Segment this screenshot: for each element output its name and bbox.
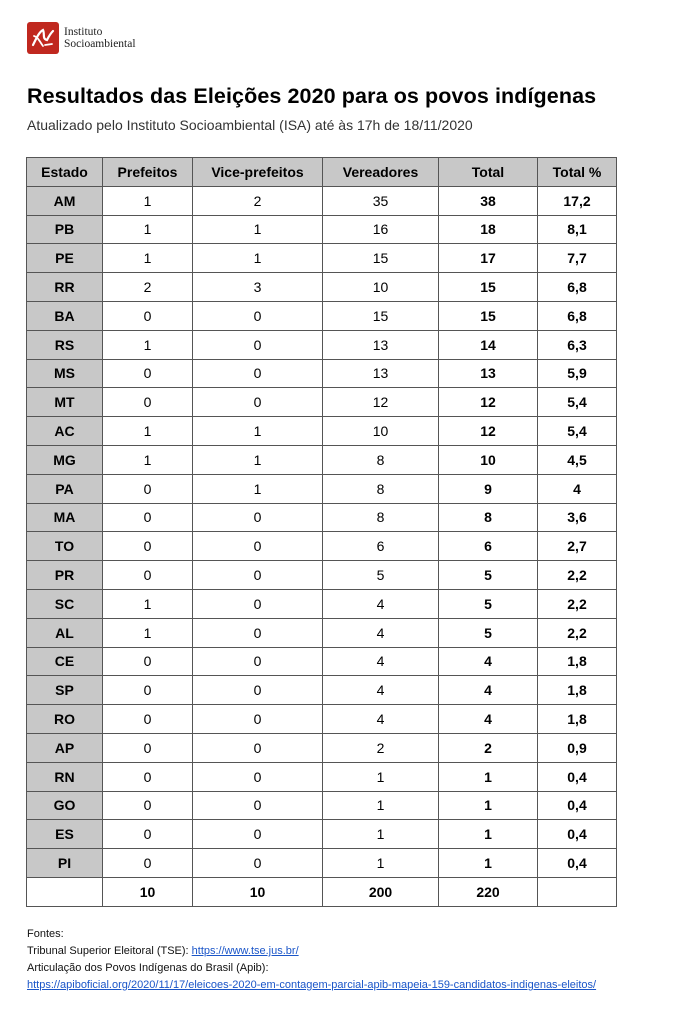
cell-total-percent: 1,8 bbox=[538, 705, 617, 734]
cell-vice-prefeitos: 2 bbox=[193, 186, 323, 215]
cell-total-percent: 0,4 bbox=[538, 762, 617, 791]
cell-estado: RS bbox=[27, 330, 103, 359]
cell-estado: AM bbox=[27, 186, 103, 215]
cell-estado: RR bbox=[27, 273, 103, 302]
cell-total: 10 bbox=[439, 445, 538, 474]
table-row bbox=[27, 618, 617, 647]
cell-total: 15 bbox=[439, 273, 538, 302]
page-title: Resultados das Eleições 2020 para os povos indígenas bbox=[27, 84, 597, 108]
cell-total: 4 bbox=[439, 647, 538, 676]
cell-prefeitos: 0 bbox=[103, 474, 193, 503]
cell-estado: SP bbox=[27, 676, 103, 705]
cell-total: 4 bbox=[439, 705, 538, 734]
cell-estado: PR bbox=[27, 561, 103, 590]
cell-total: 5 bbox=[439, 561, 538, 590]
cell-vereadores: 15 bbox=[323, 301, 439, 330]
cell-estado: AC bbox=[27, 417, 103, 446]
cell-vice-prefeitos: 1 bbox=[193, 474, 323, 503]
source-apib-link[interactable]: https://apiboficial.org/2020/11/17/eleicoes-2020-em-contagem-parcial-apib-mapeia-159-candidatos-indigenas-eleitos/ bbox=[27, 979, 597, 991]
cell-prefeitos: 1 bbox=[103, 244, 193, 273]
cell-vice-prefeitos: 0 bbox=[193, 705, 323, 734]
cell-total-percent: 8,1 bbox=[538, 215, 617, 244]
cell-total-percent: 7,7 bbox=[538, 244, 617, 273]
totals-vice-prefeitos: 10 bbox=[193, 877, 323, 906]
cell-total-percent: 0,9 bbox=[538, 733, 617, 762]
table-row bbox=[27, 561, 617, 590]
cell-total-percent: 2,2 bbox=[538, 561, 617, 590]
cell-vereadores: 15 bbox=[323, 244, 439, 273]
header-vereadores: Vereadores bbox=[323, 158, 439, 187]
cell-total-percent: 5,9 bbox=[538, 359, 617, 388]
table-header-row bbox=[27, 158, 617, 187]
cell-total: 15 bbox=[439, 301, 538, 330]
cell-estado: AL bbox=[27, 618, 103, 647]
cell-vereadores: 1 bbox=[323, 791, 439, 820]
cell-vice-prefeitos: 0 bbox=[193, 791, 323, 820]
cell-vice-prefeitos: 0 bbox=[193, 618, 323, 647]
cell-vice-prefeitos: 0 bbox=[193, 762, 323, 791]
cell-vice-prefeitos: 0 bbox=[193, 676, 323, 705]
table-row bbox=[27, 589, 617, 618]
cell-prefeitos: 0 bbox=[103, 676, 193, 705]
cell-prefeitos: 0 bbox=[103, 301, 193, 330]
cell-total: 4 bbox=[439, 676, 538, 705]
cell-total-percent: 4,5 bbox=[538, 445, 617, 474]
cell-vice-prefeitos: 3 bbox=[193, 273, 323, 302]
cell-prefeitos: 1 bbox=[103, 215, 193, 244]
cell-vice-prefeitos: 0 bbox=[193, 849, 323, 878]
cell-prefeitos: 1 bbox=[103, 618, 193, 647]
cell-total: 5 bbox=[439, 618, 538, 647]
cell-estado: MS bbox=[27, 359, 103, 388]
cell-total: 12 bbox=[439, 417, 538, 446]
cell-prefeitos: 0 bbox=[103, 503, 193, 532]
cell-total-percent: 5,4 bbox=[538, 388, 617, 417]
table-row bbox=[27, 791, 617, 820]
totals-row bbox=[27, 877, 617, 906]
cell-vereadores: 2 bbox=[323, 733, 439, 762]
cell-estado: RN bbox=[27, 762, 103, 791]
cell-estado: PI bbox=[27, 849, 103, 878]
results-table bbox=[26, 157, 617, 907]
totals-total-percent bbox=[538, 877, 617, 906]
table-row bbox=[27, 445, 617, 474]
cell-estado: BA bbox=[27, 301, 103, 330]
cell-vice-prefeitos: 0 bbox=[193, 561, 323, 590]
table-row bbox=[27, 532, 617, 561]
header-estado: Estado bbox=[27, 158, 103, 187]
cell-vice-prefeitos: 1 bbox=[193, 244, 323, 273]
header-total-percent: Total % bbox=[538, 158, 617, 187]
cell-vereadores: 4 bbox=[323, 647, 439, 676]
table-row bbox=[27, 388, 617, 417]
cell-estado: SC bbox=[27, 589, 103, 618]
cell-vereadores: 1 bbox=[323, 849, 439, 878]
table-row bbox=[27, 273, 617, 302]
cell-prefeitos: 0 bbox=[103, 820, 193, 849]
sources-heading: Fontes: bbox=[27, 928, 64, 940]
cell-total: 1 bbox=[439, 791, 538, 820]
table-row bbox=[27, 762, 617, 791]
cell-total-percent: 1,8 bbox=[538, 676, 617, 705]
cell-estado: RO bbox=[27, 705, 103, 734]
cell-vereadores: 4 bbox=[323, 705, 439, 734]
table-row bbox=[27, 820, 617, 849]
cell-vereadores: 16 bbox=[323, 215, 439, 244]
cell-total-percent: 6,8 bbox=[538, 301, 617, 330]
cell-prefeitos: 0 bbox=[103, 705, 193, 734]
table-row bbox=[27, 647, 617, 676]
cell-vice-prefeitos: 0 bbox=[193, 503, 323, 532]
cell-vereadores: 4 bbox=[323, 589, 439, 618]
isa-logo-text bbox=[64, 26, 136, 50]
source-tse bbox=[27, 943, 596, 960]
cell-vice-prefeitos: 0 bbox=[193, 301, 323, 330]
cell-total: 17 bbox=[439, 244, 538, 273]
cell-estado: CE bbox=[27, 647, 103, 676]
sources-section bbox=[27, 926, 596, 994]
table-row bbox=[27, 215, 617, 244]
cell-prefeitos: 0 bbox=[103, 647, 193, 676]
cell-vice-prefeitos: 0 bbox=[193, 388, 323, 417]
cell-vereadores: 35 bbox=[323, 186, 439, 215]
table-row bbox=[27, 244, 617, 273]
cell-vice-prefeitos: 0 bbox=[193, 733, 323, 762]
cell-total-percent: 6,3 bbox=[538, 330, 617, 359]
cell-total: 1 bbox=[439, 849, 538, 878]
cell-total-percent: 2,7 bbox=[538, 532, 617, 561]
isa-logo bbox=[27, 22, 136, 54]
table-row bbox=[27, 733, 617, 762]
cell-total: 13 bbox=[439, 359, 538, 388]
cell-vereadores: 13 bbox=[323, 330, 439, 359]
cell-prefeitos: 1 bbox=[103, 445, 193, 474]
cell-prefeitos: 0 bbox=[103, 791, 193, 820]
table-row bbox=[27, 849, 617, 878]
cell-total-percent: 1,8 bbox=[538, 647, 617, 676]
cell-vice-prefeitos: 0 bbox=[193, 359, 323, 388]
cell-total: 8 bbox=[439, 503, 538, 532]
cell-total-percent: 0,4 bbox=[538, 849, 617, 878]
cell-vice-prefeitos: 0 bbox=[193, 820, 323, 849]
cell-prefeitos: 1 bbox=[103, 186, 193, 215]
cell-vereadores: 5 bbox=[323, 561, 439, 590]
cell-vereadores: 8 bbox=[323, 445, 439, 474]
cell-estado: MT bbox=[27, 388, 103, 417]
table-row bbox=[27, 474, 617, 503]
cell-vice-prefeitos: 0 bbox=[193, 330, 323, 359]
cell-vereadores: 4 bbox=[323, 618, 439, 647]
cell-total-percent: 17,2 bbox=[538, 186, 617, 215]
cell-estado: GO bbox=[27, 791, 103, 820]
totals-prefeitos: 10 bbox=[103, 877, 193, 906]
cell-total: 18 bbox=[439, 215, 538, 244]
cell-estado: AP bbox=[27, 733, 103, 762]
cell-vereadores: 1 bbox=[323, 820, 439, 849]
cell-vereadores: 12 bbox=[323, 388, 439, 417]
cell-vereadores: 6 bbox=[323, 532, 439, 561]
cell-prefeitos: 1 bbox=[103, 589, 193, 618]
cell-prefeitos: 0 bbox=[103, 561, 193, 590]
table-row bbox=[27, 359, 617, 388]
cell-total: 6 bbox=[439, 532, 538, 561]
header-prefeitos: Prefeitos bbox=[103, 158, 193, 187]
cell-vereadores: 4 bbox=[323, 676, 439, 705]
cell-total-percent: 2,2 bbox=[538, 618, 617, 647]
cell-prefeitos: 1 bbox=[103, 417, 193, 446]
cell-vice-prefeitos: 0 bbox=[193, 647, 323, 676]
cell-prefeitos: 1 bbox=[103, 330, 193, 359]
cell-vereadores: 10 bbox=[323, 417, 439, 446]
cell-prefeitos: 0 bbox=[103, 532, 193, 561]
cell-total: 2 bbox=[439, 733, 538, 762]
cell-estado: MG bbox=[27, 445, 103, 474]
cell-total: 5 bbox=[439, 589, 538, 618]
cell-estado: PE bbox=[27, 244, 103, 273]
cell-vereadores: 8 bbox=[323, 503, 439, 532]
cell-total-percent: 0,4 bbox=[538, 820, 617, 849]
cell-prefeitos: 0 bbox=[103, 762, 193, 791]
table-row bbox=[27, 417, 617, 446]
cell-vice-prefeitos: 1 bbox=[193, 417, 323, 446]
cell-total: 1 bbox=[439, 820, 538, 849]
source-tse-link[interactable]: https://www.tse.jus.br/ bbox=[191, 945, 299, 957]
cell-vereadores: 1 bbox=[323, 762, 439, 791]
cell-total-percent: 4 bbox=[538, 474, 617, 503]
table-body bbox=[27, 186, 617, 877]
cell-prefeitos: 0 bbox=[103, 359, 193, 388]
table-row bbox=[27, 503, 617, 532]
cell-vice-prefeitos: 1 bbox=[193, 215, 323, 244]
cell-total: 1 bbox=[439, 762, 538, 791]
header-total: Total bbox=[439, 158, 538, 187]
cell-total: 12 bbox=[439, 388, 538, 417]
source-apib-label: Articulação dos Povos Indígenas do Brasil (Apib): bbox=[27, 962, 269, 974]
logo-line-1: Instituto bbox=[64, 26, 103, 38]
cell-estado: TO bbox=[27, 532, 103, 561]
cell-total: 38 bbox=[439, 186, 538, 215]
table-row bbox=[27, 676, 617, 705]
table-row bbox=[27, 186, 617, 215]
logo-line-2: Socioambiental bbox=[64, 38, 136, 50]
cell-prefeitos: 0 bbox=[103, 733, 193, 762]
cell-estado: ES bbox=[27, 820, 103, 849]
totals-vereadores: 200 bbox=[323, 877, 439, 906]
cell-estado: PA bbox=[27, 474, 103, 503]
cell-estado: MA bbox=[27, 503, 103, 532]
cell-prefeitos: 2 bbox=[103, 273, 193, 302]
cell-prefeitos: 0 bbox=[103, 388, 193, 417]
totals-label bbox=[27, 877, 103, 906]
cell-total-percent: 3,6 bbox=[538, 503, 617, 532]
header-vice-prefeitos: Vice-prefeitos bbox=[193, 158, 323, 187]
cell-vice-prefeitos: 0 bbox=[193, 532, 323, 561]
cell-total: 9 bbox=[439, 474, 538, 503]
cell-total: 14 bbox=[439, 330, 538, 359]
table-row bbox=[27, 330, 617, 359]
cell-prefeitos: 0 bbox=[103, 849, 193, 878]
cell-total-percent: 5,4 bbox=[538, 417, 617, 446]
source-tse-label: Tribunal Superior Eleitoral (TSE): bbox=[27, 945, 192, 957]
isa-logo-icon bbox=[27, 22, 59, 54]
cell-total-percent: 0,4 bbox=[538, 791, 617, 820]
cell-vereadores: 8 bbox=[323, 474, 439, 503]
cell-vice-prefeitos: 1 bbox=[193, 445, 323, 474]
page-subtitle: Atualizado pelo Instituto Socioambiental (ISA) até às 17h de 18/11/2020 bbox=[27, 117, 473, 133]
source-apib bbox=[27, 977, 596, 994]
totals-total: 220 bbox=[439, 877, 538, 906]
cell-estado: PB bbox=[27, 215, 103, 244]
cell-vereadores: 10 bbox=[323, 273, 439, 302]
cell-vereadores: 13 bbox=[323, 359, 439, 388]
table-row bbox=[27, 301, 617, 330]
table-row bbox=[27, 705, 617, 734]
cell-total-percent: 6,8 bbox=[538, 273, 617, 302]
cell-total-percent: 2,2 bbox=[538, 589, 617, 618]
cell-vice-prefeitos: 0 bbox=[193, 589, 323, 618]
